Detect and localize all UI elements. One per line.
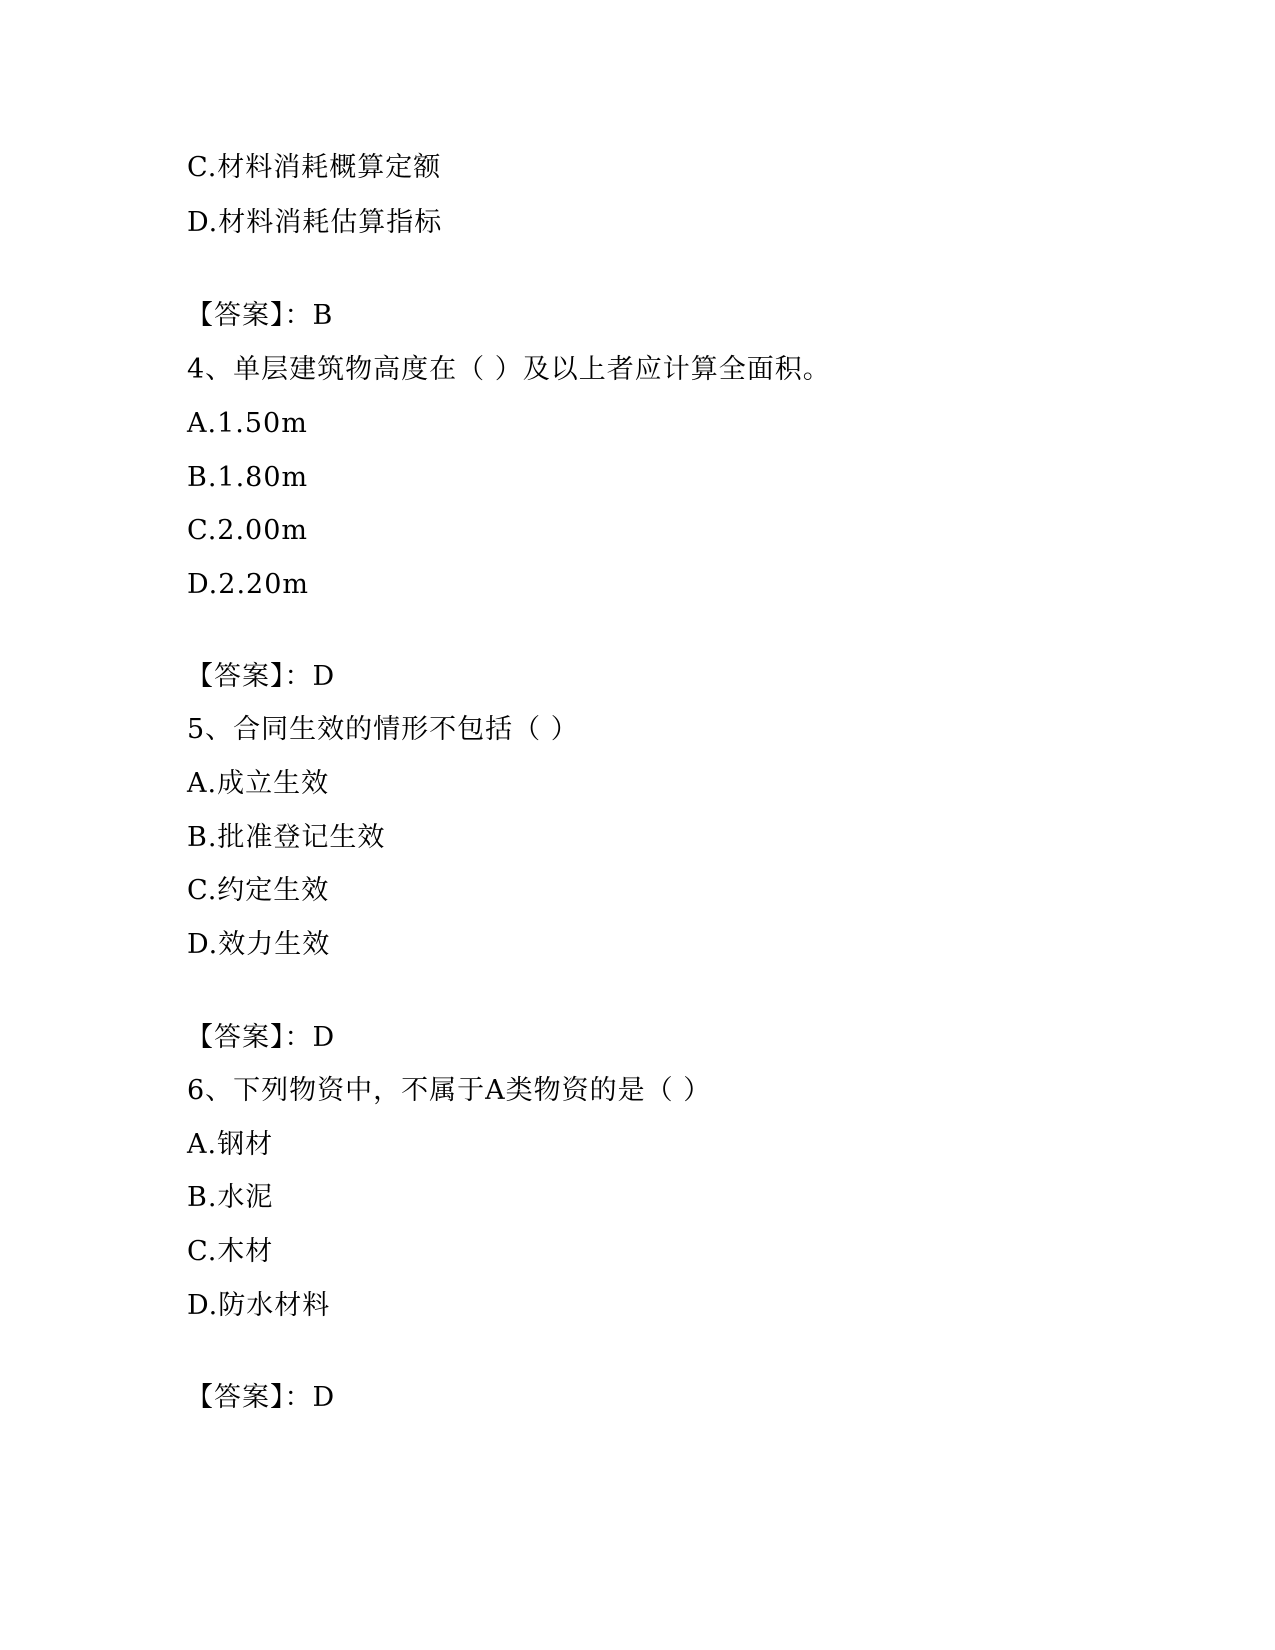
answer-line: 【答案】：D: [186, 661, 336, 692]
option-d: D.材料消耗估算指标: [187, 207, 443, 238]
answer-line: 【答案】：B: [186, 300, 334, 331]
option-a: A.钢材: [187, 1129, 274, 1160]
question-stem: 6、下列物资中，不属于A类物资的是（ ）: [187, 1075, 712, 1106]
answer-line: 【答案】：D: [186, 1382, 336, 1413]
option-d: D.防水材料: [187, 1290, 331, 1321]
option-b: B.批准登记生效: [187, 822, 386, 853]
answer-line: 【答案】：D: [186, 1022, 336, 1053]
option-b: B.1.80m: [187, 462, 309, 493]
option-c: C.材料消耗概算定额: [187, 152, 442, 183]
option-c: C.约定生效: [187, 875, 330, 906]
option-a: A.1.50m: [187, 408, 308, 439]
option-c: C.2.00m: [187, 515, 308, 546]
option-d: D.效力生效: [187, 929, 331, 960]
question-stem: 4、单层建筑物高度在（ ）及以上者应计算全面积。: [187, 354, 831, 385]
option-d: D.2.20m: [187, 569, 309, 600]
option-a: A.成立生效: [187, 768, 330, 799]
option-b: B.水泥: [187, 1182, 274, 1213]
option-c: C.木材: [187, 1236, 274, 1267]
question-stem: 5、合同生效的情形不包括（ ）: [187, 714, 579, 745]
